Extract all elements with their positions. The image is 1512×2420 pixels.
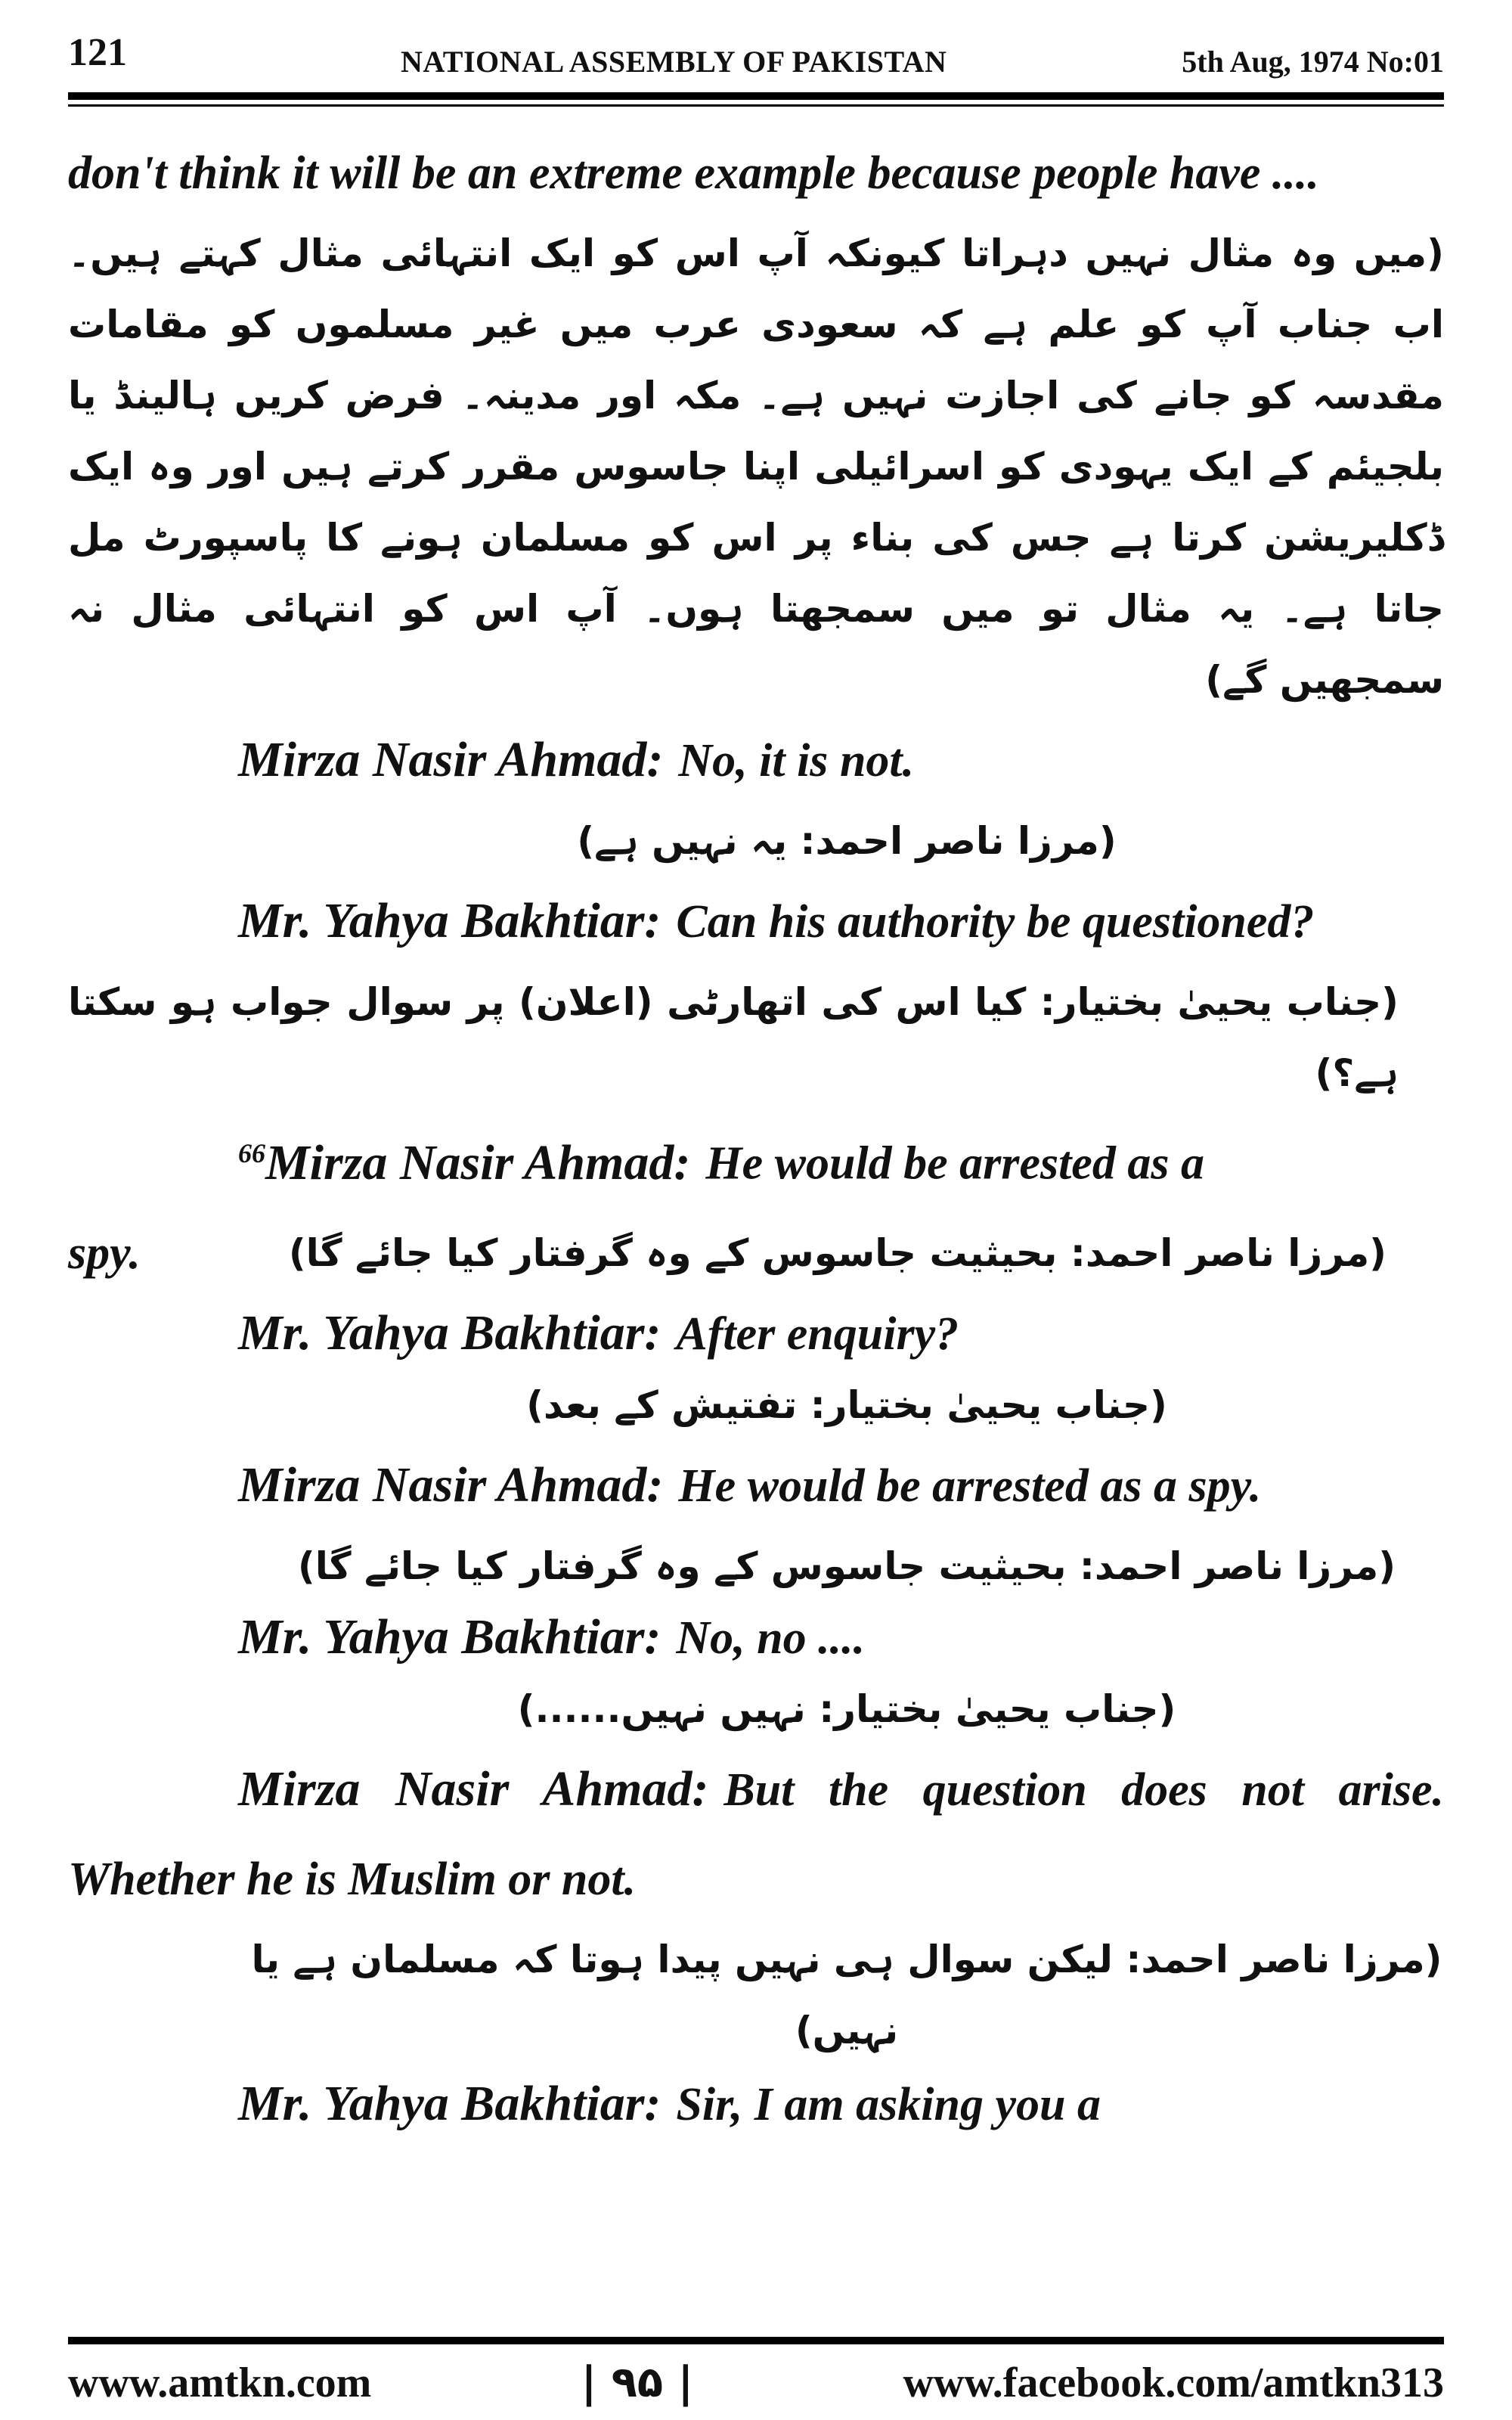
- header-rule-thick: [68, 92, 1444, 100]
- speaker-name: Mirza Nasir Ahmad:: [238, 732, 664, 787]
- speech-entry: [68, 876, 1444, 966]
- footer-page-marker: | ۹۵ |: [581, 2358, 694, 2407]
- speech-translation: (مرزا ناصر احمد: بحیثیت جاسوس کے وہ گرفتار کیا جائے گا): [297, 1544, 1396, 1588]
- speech-translation: (مرزا ناصر احمد: یہ نہیں ہے): [577, 819, 1117, 863]
- page-header: [68, 30, 1444, 83]
- speech-translation: (مرزا ناصر احمد: بحیثیت جاسوس کے وہ گرفتار کیا جائے گا): [288, 1230, 1387, 1275]
- speaker-name: Mr. Yahya Bakhtiar:: [238, 2075, 662, 2131]
- speaker-name: Mirza Nasir Ahmad:: [265, 1134, 691, 1190]
- page-content: [68, 129, 1444, 2142]
- speech-entry: [68, 1298, 1444, 1370]
- page-footer: [68, 2358, 1444, 2407]
- speaker-name: Mr. Yahya Bakhtiar:: [238, 1305, 662, 1360]
- speech-entry: [68, 1602, 1444, 1674]
- header-rule-thin: [68, 104, 1444, 107]
- header-date: 5th Aug, 1974 No:01: [1182, 45, 1444, 79]
- speaker-name: Mirza Nasir Ahmad:: [238, 1761, 709, 1817]
- page-number: 121: [68, 31, 127, 74]
- speech-text: Can his authority be questioned?: [676, 896, 1315, 948]
- header-title: NATIONAL ASSEMBLY OF PAKISTAN: [401, 45, 947, 79]
- footer-facebook-link[interactable]: www.facebook.com/amtkn313: [903, 2359, 1444, 2406]
- speech-text-continued: spy.: [68, 1227, 141, 1279]
- speech-text: No, it is not.: [678, 735, 915, 786]
- speech-text: After enquiry?: [676, 1308, 959, 1360]
- speech-entry: [68, 715, 1444, 805]
- speech-translation: (مرزا ناصر احمد: لیکن سوال ہی نہیں پیدا ہوتا کہ مسلمان ہے یا نہیں): [251, 1937, 1442, 2052]
- speech-translation: (جناب یحییٰ بختیار: تفتیش کے بعد): [526, 1382, 1167, 1427]
- paragraph-urdu: (میں وہ مثال نہیں دہراتا کیونکہ آپ اس کو ایک انتہائی مثال کہتے ہیں۔ اب جناب آپ کو علم ہے کہ سعودی عرب میں غیر مسلموں کو مقامات مقدسہ کو جانے کی اجازت نہیں ہے۔ مکہ اور مدینہ۔ فرض کریں ہالینڈ یا بلجیئم کے ایک یہودی کو اسرائیلی اپنا جاسوس مقرر کرتے ہیں اور وہ ایک ڈکلیریشن کرتا ہے جس کی بناء پر اس کو مسلمان ہونے کا پاسپورٹ مل جاتا ہے۔ یہ مثال تو میں سمجھتا ہوں۔ آپ اس کو انتہائی مثال نہ سمجھیں گے): [68, 231, 1444, 702]
- speech-text: No, no ....: [676, 1612, 866, 1664]
- footnote-marker: 66: [238, 1138, 265, 1168]
- speech-entry: [68, 1745, 1444, 1924]
- speaker-name: Mirza Nasir Ahmad:: [238, 1457, 664, 1512]
- speech-translation: (جناب یحییٰ بختیار: نہیں نہیں......): [517, 1686, 1176, 1731]
- footer-rule: [68, 2337, 1444, 2344]
- speech-text: He would be arrested as a: [705, 1137, 1204, 1190]
- speech-text: But the question does not arise. Whether he is Muslim or not.: [68, 1764, 1444, 1905]
- footer-website-link[interactable]: www.amtkn.com: [68, 2359, 372, 2406]
- speech-entry: [68, 1109, 1444, 1208]
- speech-text: He would be arrested as a spy.: [678, 1460, 1262, 1512]
- speech-translation: (جناب یحییٰ بختیار: کیا اس کی اتھارٹی (اعلان) پر سوال جواب ہو سکتا ہے؟): [68, 980, 1399, 1095]
- speaker-name: Mr. Yahya Bakhtiar:: [238, 1609, 662, 1665]
- speech-entry: [68, 2066, 1444, 2142]
- speech-text: Sir, I am asking you a: [676, 2078, 1101, 2130]
- paragraph-english: don't think it will be an extreme example because people have ....: [68, 147, 1319, 199]
- speech-entry: [68, 1441, 1444, 1531]
- speech-continuation-row: [68, 1208, 1444, 1298]
- speaker-name: Mr. Yahya Bakhtiar:: [238, 893, 662, 948]
